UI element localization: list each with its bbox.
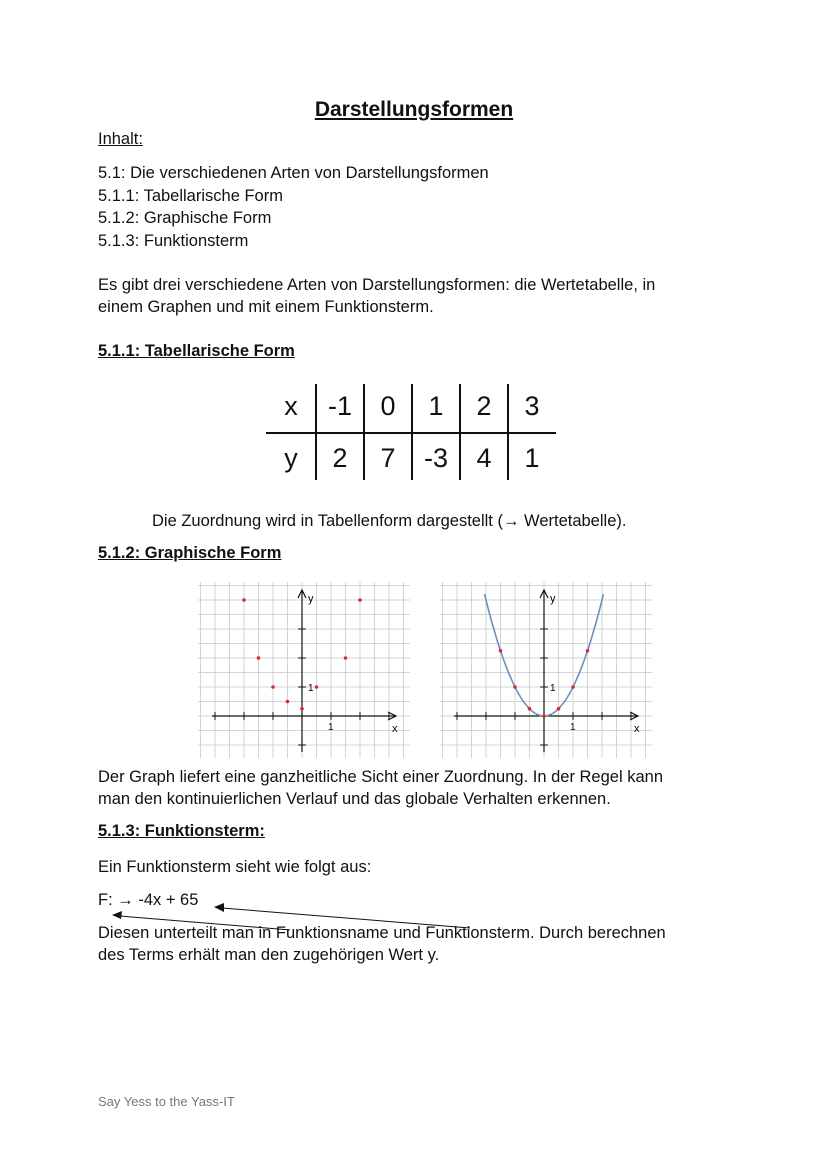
table-cell: 4 [476,443,492,473]
term-intro: Ein Funktionsterm sieht wie folgt aus: [98,858,372,876]
table-cell: 1 [428,391,444,421]
table-cell: -3 [423,443,448,473]
x-axis-label: x [634,723,640,735]
y-tick-label: 1 [308,683,314,694]
y-axis-label: y [550,593,556,605]
section-heading-table: 5.1.1: Tabellarische Form [98,342,295,360]
toc-item: 5.1.2: Graphische Form [98,209,272,228]
table-header-y: y [284,443,298,473]
data-point [571,685,575,689]
table-cell: 2 [476,391,492,421]
graph-grid [198,582,410,758]
data-point [286,700,290,704]
table-caption: Die Zuordnung wird in Tabellenform dargestellt (→ Wertetabelle). [152,512,627,530]
data-point [271,685,275,689]
data-point [344,656,348,660]
table-header-x: x [284,391,298,421]
value-table [266,380,556,484]
table-cell: -1 [327,391,352,421]
table-divider-vertical [507,384,509,480]
intro-line-2: einem Graphen und mit einem Funktionsterm. [98,298,434,316]
x-tick-label: 1 [328,722,334,733]
section-heading-term: 5.1.3: Funktionsterm: [98,822,265,840]
table-cell: 7 [380,443,396,473]
y-tick-label: 1 [550,683,556,694]
term-paragraph-line-1: Diesen unterteilt man in Funktionsname und Funktionsterm. Durch berechnen [98,924,666,942]
x-axis-label: x [392,723,398,735]
data-point [586,649,590,653]
data-point [542,714,546,718]
toc-item: 5.1.3: Funktionsterm [98,231,249,250]
table-divider-vertical [411,384,413,480]
y-axis-label: y [308,593,314,605]
data-point [528,707,532,711]
formula: F: → -4x + 65 [98,891,199,909]
data-point [557,707,561,711]
arrow-head-icon [112,911,122,919]
section-heading-graph: 5.1.2: Graphische Form [98,544,282,562]
footer-text: Say Yess to the Yass-IT [98,1094,235,1109]
toc-item: 5.1: Die verschiedenen Arten von Darstellungsformen [98,164,489,182]
data-point [300,707,304,711]
graph-grid [440,582,652,758]
table-divider-vertical [363,384,365,480]
table-divider-vertical [315,384,317,480]
data-point [358,598,362,602]
term-paragraph-line-2: des Terms erhält man den zugehörigen Wert y. [98,946,440,964]
x-tick-label: 1 [570,722,576,733]
table-cell: 0 [380,391,396,421]
table-divider-vertical [459,384,461,480]
data-point [257,656,261,660]
toc-item: 5.1.1: Tabellarische Form [98,186,283,205]
data-point [242,598,246,602]
graph-paragraph-line-2: man den kontinuierlichen Verlauf und das globale Verhalten erkennen. [98,790,611,808]
data-point [499,649,503,653]
page-title: Darstellungsformen [314,98,514,121]
table-cell: 3 [524,391,540,421]
scatter-graph [198,582,410,758]
contents-label: Inhalt: [98,130,143,148]
table-cell: 1 [524,443,540,473]
graph-paragraph-line-1: Der Graph liefert eine ganzheitliche Sicht einer Zuordnung. In der Regel kann [98,768,663,786]
table-cell: 2 [332,443,348,473]
data-point [513,685,517,689]
data-point [315,685,319,689]
parabola-graph [440,582,652,758]
table-of-contents [98,162,489,252]
arrow-head-icon [214,903,224,912]
intro-line-1: Es gibt drei verschiedene Arten von Darstellungsformen: die Wertetabelle, in [98,276,656,294]
